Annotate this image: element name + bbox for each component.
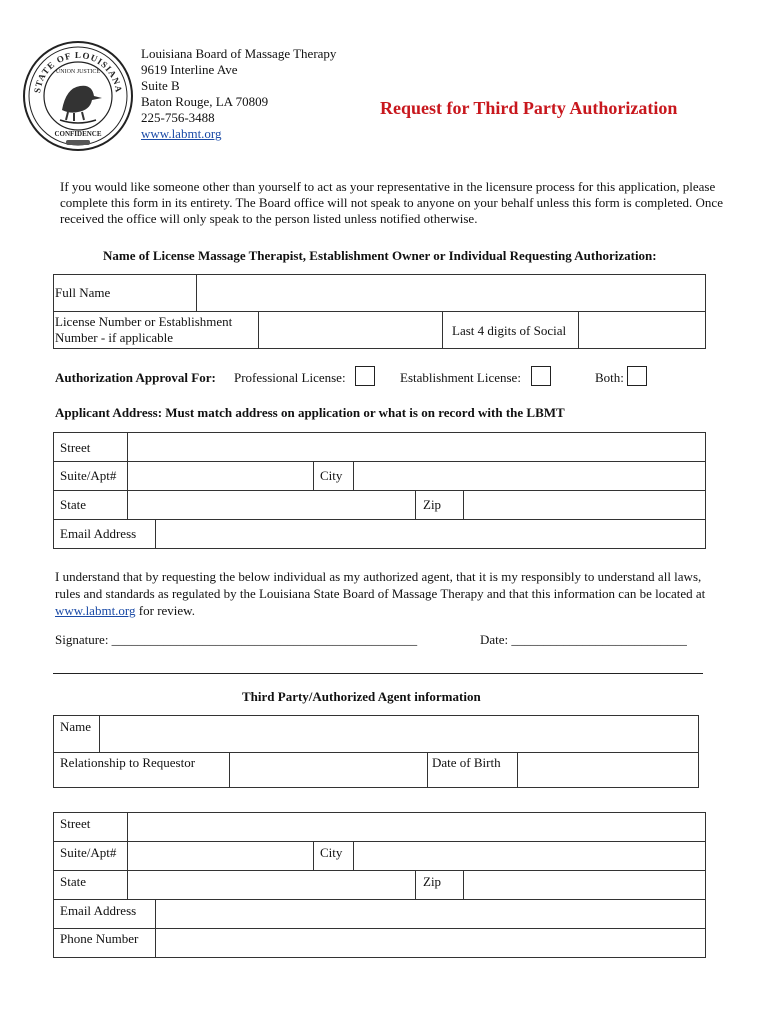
agreement-paragraph [55,568,720,619]
establishment-license-checkbox[interactable] [531,366,551,386]
date-field[interactable]: Date: ___________________________ [480,632,687,647]
full-name-label: Full Name [55,285,111,300]
ssn-label: Last 4 digits of Social [452,323,567,338]
applicant-city-label: City [320,468,343,483]
professional-license-checkbox[interactable] [355,366,375,386]
website-link[interactable]: www.labmt.org [141,126,222,141]
agent-dob-label: Date of Birth [432,755,501,770]
applicant-suite-label: Suite/Apt# [60,468,117,483]
agent-suite-label: Suite/Apt# [60,845,117,860]
agent-street-input[interactable] [127,812,706,842]
document-title: Request for Third Party Authorization [380,98,678,118]
professional-license-label: Professional License: [234,370,346,385]
agent-suite-input[interactable] [127,841,314,871]
seal-text-mid: UNION JUSTICE [55,69,101,75]
applicant-address-heading: Applicant Address: Must match address on application or what is on record with the LBMT [55,405,565,420]
applicant-email-input[interactable] [155,519,706,549]
city-state-zip: Baton Rouge, LA 70809 [141,94,269,109]
agent-zip-input[interactable] [463,870,706,900]
agent-email-input[interactable] [155,899,706,929]
agent-city-input[interactable] [353,841,706,871]
license-label-line2: Number - if applicable [55,330,174,345]
applicant-city-input[interactable] [353,461,706,491]
agreement-text: I understand that by requesting the below individual as my authorized agent, that it is my responsibly to understand all laws, rules and standards as regulated by the Louisiana State Board of Massage Therapy and that this information can be located at [55,569,706,601]
requestor-heading: Name of License Massage Therapist, Establishment Owner or Individual Requesting Authorization: [103,248,657,263]
agent-heading: Third Party/Authorized Agent information [242,689,481,704]
agent-state-label: State [60,874,86,889]
agent-phone-input[interactable] [155,928,706,958]
phone: 225-756-3488 [141,110,215,125]
org-name: Louisiana Board of Massage Therapy [141,46,337,61]
agent-dob-input[interactable] [517,752,699,788]
agent-relationship-label: Relationship to Requestor [60,755,196,770]
seal-text-bottom: CONFIDENCE [54,130,102,138]
both-label: Both: [595,370,624,385]
intro-paragraph: If you would like someone other than yourself to act as your representative in the licensure process for this application, please complete this form in its entirety. The Board office will not speak to anyone on your behalf unless this form is completed. Once received the office will only speak to the person listed unless notified otherwise. [60,179,723,226]
seal-text-top: STATE OF LOUISIANA [32,49,124,94]
both-checkbox[interactable] [627,366,647,386]
agent-phone-label: Phone Number [60,931,139,946]
louisiana-state-seal [22,40,134,152]
agent-email-label: Email Address [60,903,137,918]
applicant-email-label: Email Address [60,526,137,541]
agreement-website-link[interactable]: www.labmt.org [55,603,136,618]
authorization-label: Authorization Approval For: [55,370,216,385]
applicant-state-input[interactable] [127,490,416,520]
ssn-last4-input[interactable] [578,311,706,349]
agent-relationship-input[interactable] [229,752,428,788]
applicant-state-label: State [60,497,86,512]
license-label-line1: License Number or Establishment [55,314,233,329]
board-contact-block [141,46,336,142]
applicant-street-input[interactable] [127,432,706,462]
license-label [55,314,232,346]
applicant-street-label: Street [60,440,91,455]
agent-name-label: Name [60,719,92,734]
agreement-text-end: for review. [135,603,195,618]
agent-city-label: City [320,845,343,860]
signature-field[interactable]: Signature: _______________________________________________ [55,632,418,647]
applicant-suite-input[interactable] [127,461,314,491]
agent-name-input[interactable] [99,715,699,753]
applicant-zip-label: Zip [423,497,442,512]
agent-street-label: Street [60,816,91,831]
agent-state-input[interactable] [127,870,416,900]
address-line1: 9619 Interline Ave [141,62,238,77]
establishment-license-label: Establishment License: [400,370,521,385]
address-line2: Suite B [141,78,180,93]
section-divider [53,673,703,674]
license-number-input[interactable] [258,311,443,349]
full-name-input[interactable] [196,274,706,312]
applicant-zip-input[interactable] [463,490,706,520]
agent-zip-label: Zip [423,874,442,889]
